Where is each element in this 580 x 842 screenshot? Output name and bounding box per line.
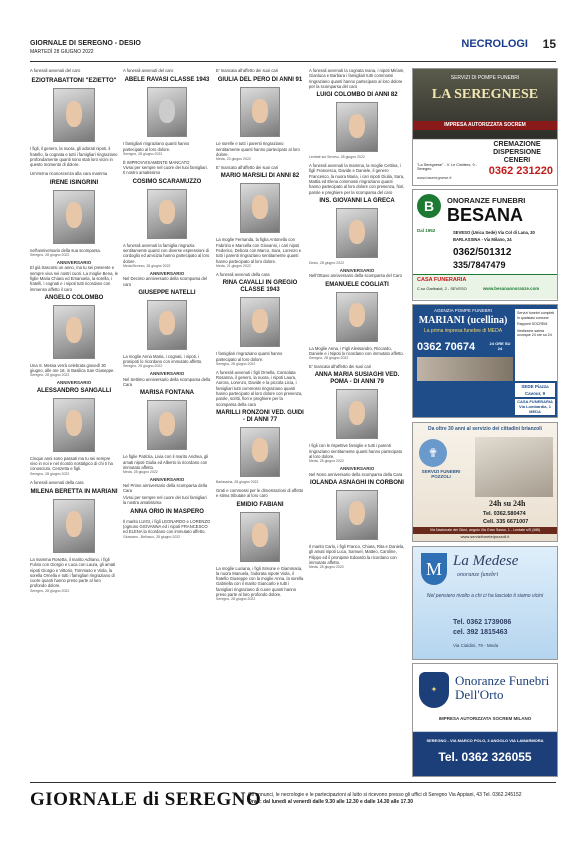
portrait-photo bbox=[336, 389, 378, 439]
portrait-photo bbox=[53, 398, 95, 452]
anniversary-label: ANNIVERSARIO bbox=[339, 267, 375, 273]
page-header bbox=[30, 36, 556, 64]
notice-intro: Un'eterna riconoscenza alla cara mamma bbox=[30, 171, 108, 177]
notice-text: El già trascorsi un anno, ma tu sei presente e sempre viva nei nostri cuori. La moglie Bena, le figlie Maria Chiara ed Emanuela, la sorella, i fratelli, i cognati e i nipoti tutti ricordano con immenso affetto il caro bbox=[30, 265, 118, 292]
column-3 bbox=[216, 68, 304, 601]
notice-text: Nell'Ottavo anniversario della scomparsa del Caro bbox=[309, 273, 402, 279]
ad-address: SEVESO (Unica Sede) Via Col di Lana, 30 bbox=[453, 230, 535, 235]
deceased-name: ANNA MARIA SUSIAGHI VED. POMA - DI ANNI 79 bbox=[314, 372, 400, 386]
portrait-photo bbox=[240, 183, 280, 233]
issue-date: MARTEDÌ 28 GIUGNO 2022 bbox=[30, 49, 94, 55]
notice-signature: Seregno, 28 giugno 2022 bbox=[309, 356, 349, 361]
notice-text: La mamma Rosetta, il marito Adriano, i figli Fulvio con Giorgio e Luca con Laura, gli amati nipoti Giorgio e Vittorio, Tommaso e Viola, la sorella Ornella e tutti i famigliari ringraziano di cuore quanti hanno preso parte al loro profondo dolore. bbox=[30, 556, 116, 589]
notice-text: Vivrai per sempre nel cuore dei tuoi famigliari la nostra amatissima bbox=[123, 495, 207, 506]
portrait-photo bbox=[336, 292, 378, 342]
ad-mariani[interactable] bbox=[412, 304, 558, 418]
ad-hours: 24h su 24h bbox=[489, 499, 526, 508]
ad-description: Nel pensiero rivolto a chi ci ha lasciato ti siamo vicini bbox=[426, 593, 544, 599]
portrait-photo bbox=[240, 297, 280, 347]
notice-signature: Seregno, 28 giugno 2022 bbox=[123, 151, 163, 156]
deceased-name: ANGELO COLOMBO bbox=[44, 294, 104, 301]
notice-text: nell'anniversario della sua scomparsa. bbox=[30, 247, 101, 253]
ad-address: BARLASSINA - Via Milano, 24 bbox=[453, 237, 512, 242]
ad-address: "La Seregnese" - V. Le Cimitero, 9 - Seregno bbox=[417, 163, 477, 171]
deceased-name: ALESSANDRO SANGALLI bbox=[36, 387, 112, 394]
ad-phone: 0362/501312 bbox=[453, 247, 512, 258]
anniversary-label: ANNIVERSARIO bbox=[149, 371, 185, 377]
portrait-photo bbox=[147, 400, 187, 450]
notice-intro: A funerali avvenuti del caro bbox=[123, 68, 174, 73]
deceased-name: IOLANDA ASNAGHI IN CORBONI bbox=[310, 479, 404, 486]
ad-subtitle: La prima impresa funebre di MEDA bbox=[423, 328, 503, 334]
portrait-photo bbox=[147, 300, 187, 350]
medese-logo-icon: M bbox=[421, 553, 447, 585]
notice-intro: E' mancato all'affetto dei suoi cari bbox=[216, 165, 279, 171]
notice-signature: Seregno, 28 giugno 2022 bbox=[30, 373, 70, 378]
ad-phone: Tel. 0362 1739086 bbox=[453, 619, 512, 626]
ad-phone: cel. 392 1815463 bbox=[453, 629, 508, 636]
notice-text: Nel Nono anniversario della scomparsa della Cara bbox=[309, 471, 403, 477]
notice-text: La moglie Luciana, i figli Simone e Giammaria, la nuora Manuela, l'adorata nipote Viola, il fratello Giuseppe con la moglie Anna, la sorella Gabriella con il marito Giancarlo e tutti i famigliari ringraziano di cuore quanti hanno preso parte al loro profondo dolore. bbox=[216, 565, 304, 598]
portrait-photo bbox=[53, 88, 95, 142]
notice-text: Nel Decimo anniversario della scomparsa del caro bbox=[123, 276, 208, 287]
notice-text: La Moglie Anna, i Figli Alessandro, Riccardo, Daniele e i Nipoti lo ricordano con immutato affetto. bbox=[309, 345, 404, 356]
ad-brand: Onoranze Funebri Dell'Orto bbox=[455, 673, 550, 702]
notice-text: La moglie Anna Maria, i cognati, i nipoti, i pronipoti lo ricordano con immutato affetto. bbox=[123, 353, 203, 365]
ad-website[interactable]: www.besanaonoranze.com bbox=[483, 286, 540, 291]
footer-hours: Orari: dal lunedì al venerdì dalle 9.30 alle 12.30 e dalle 14.30 alle 17.30 bbox=[248, 799, 414, 805]
notice-intro: A funerali avvenuti del caro bbox=[30, 68, 81, 73]
notice-signature: Meda, 28 giugno 2022 bbox=[123, 470, 158, 475]
notice-signature: Seregno, 28 giugno 2022 bbox=[30, 253, 70, 258]
notice-signature: Giussano - Bellusco, 28 giugno 2022 bbox=[123, 534, 181, 539]
portrait-photo bbox=[147, 87, 187, 137]
ad-brand: La Medese bbox=[453, 553, 519, 569]
notice-text: Le sorelle e tutti i parenti ringraziano sentitamente quanti hanno partecipato al loro dolore. bbox=[216, 141, 300, 157]
ad-phone: Cell. 335 6671007 bbox=[483, 519, 529, 525]
notice-text: Nel Primo anniversario della scomparsa della Cara bbox=[123, 482, 208, 493]
ad-title: AGENZIA POMPE FUNEBRI bbox=[433, 308, 492, 313]
portrait-photo bbox=[240, 512, 280, 562]
notice-text: I figli con le rispettive famiglie e tutti i parenti ringraziano sentitamente quanti hanno partecipato al loro dolore. bbox=[309, 443, 403, 460]
notice-text: A funerali avvenuti la mamma, la moglie Cettina, i figli Francesca, Davide e Daniele, il genero Francesco, la nuora Maria, i cari nipoti Giulia, Sara, Mattia ed Elena commossi ringraziano quanti hanno partecipato al loro dolore con presenza, fiori, parole e preghiere per la scomparsa del caro bbox=[309, 163, 405, 195]
besana-logo-icon: B bbox=[417, 194, 441, 218]
page-number: 15 bbox=[542, 37, 556, 51]
ad-title: Da oltre 30 anni al servizio dei cittadini brianzoli bbox=[428, 426, 542, 432]
footer-text bbox=[248, 792, 558, 806]
notice-signature: Desio, 28 giugno 2022 bbox=[309, 260, 345, 265]
notice-signature: Seregno, 28 giugno 2022 bbox=[216, 361, 256, 366]
notice-text: Nel Settimo anniversario della scomparsa della Cara bbox=[123, 376, 211, 388]
portrait-photo bbox=[336, 208, 378, 258]
ad-title: SERVIZI DI POMPE FUNEBRI bbox=[450, 75, 520, 81]
ad-casa-funeraria: CASA FUNERARIA Via Lombardia, 1 MEDA bbox=[515, 399, 555, 415]
ad-dellorto[interactable] bbox=[412, 663, 558, 777]
deceased-name: MARIO MARSILI DI ANNI 82 bbox=[220, 173, 300, 180]
ad-address: C.so Garibaldi, 2 - SEVESO bbox=[417, 286, 467, 291]
ad-phone: 0362 70674 bbox=[417, 341, 476, 353]
newspaper-logo: GIORNALE di SEREGNO bbox=[30, 789, 262, 810]
notice-signature: Seregno, 28 giugno 2022 bbox=[123, 364, 163, 369]
notice-intro: A funerali avvenuti della cara bbox=[216, 271, 270, 277]
notice-signature: Meda, 28 giugno 2022 bbox=[309, 459, 344, 464]
section-title: NECROLOGI bbox=[461, 38, 528, 50]
notice-signature: Seregno, 28 giugno 2022 bbox=[30, 588, 70, 593]
ad-title: ONORANZE FUNEBRI bbox=[447, 196, 526, 205]
ad-casa-funeraria: CASA FUNERARIA bbox=[417, 277, 467, 283]
notice-text: Grati e commossi per le dimostrazioni di affetto e stima tributate al loro caro bbox=[216, 487, 304, 499]
ad-bullet: Vestizione salma ovunque 24 ore su 24 bbox=[517, 328, 552, 337]
column-1 bbox=[30, 68, 118, 593]
ad-phone: 335/7847479 bbox=[453, 260, 506, 270]
notice-signature: Meda, 23 giugno 2022 bbox=[216, 157, 251, 162]
notice-signature: Seregno, 28 giugno 2022 bbox=[216, 597, 256, 602]
portrait-photo bbox=[240, 87, 280, 137]
notice-text: A funerali avvenuti i figli Ornella, Consolata Rosanna, il genero, la nuora, i nipoti Laura, Aurora, Lorenzo, Davide e la piccola Licia, i famigliari tutti commossi ringraziano quanti hanno partecipato al loro dolore con presenza, parole, scritti, fiori e preghiere per la scomparsa della cara bbox=[216, 369, 303, 407]
ad-brand: LA SEREGNESE bbox=[431, 87, 539, 102]
ad-since: Dal 1952 bbox=[417, 228, 436, 233]
deceased-name: COSIMO SCARAMUZZO bbox=[132, 178, 202, 185]
anniversary-label: ANNIVERSARIO bbox=[56, 380, 92, 386]
notice-text: A funerali avvenuti la famiglia ringrazia sentitamente quanti con diverse espressioni di cordoglio ed amicizia hanno partecipato al loro dolore. bbox=[123, 242, 210, 264]
ad-la-seregnese[interactable] bbox=[412, 68, 558, 186]
anniversary-label: ANNIVERSARIO bbox=[149, 270, 185, 276]
deceased-name: IRENE ISINGRINI bbox=[49, 179, 99, 186]
ad-phone: Tel. 0362 326055 bbox=[438, 750, 532, 764]
anniversary-label: ANNIVERSARIO bbox=[56, 260, 92, 266]
notice-intro: A funerali avvenuti della cara bbox=[30, 479, 84, 485]
ad-hours: 24 ORE SU 24 bbox=[489, 341, 511, 351]
header-rule bbox=[30, 61, 556, 62]
ad-besana[interactable] bbox=[412, 189, 558, 301]
ad-bullet: Rapporti SOCREM bbox=[517, 322, 548, 326]
notice-signature: Barlassina, 28 giugno 2022 bbox=[216, 479, 259, 484]
deceased-name: LUIGI COLOMBO DI ANNI 82 bbox=[316, 92, 398, 99]
deceased-name: ANNA ORIO IN MASPERO bbox=[130, 508, 204, 515]
publication-name: GIORNALE DI SEREGNO - DESIO bbox=[30, 40, 141, 47]
deceased-name: MILENA BERETTA IN MARIANI bbox=[30, 488, 118, 495]
page-footer bbox=[30, 782, 556, 823]
ad-address: SEREGNO - VIA MARCO POLO, 3 ANGOLO VIA LAMARMORA bbox=[426, 738, 544, 743]
ad-address: Via Cialdini, 79 - Meda bbox=[453, 643, 499, 648]
deceased-name: ABELE RAVASI CLASSE 1943 bbox=[124, 77, 210, 84]
ad-service: CREMAZIONE DISPERSIONE CENERI bbox=[493, 141, 541, 164]
notice-text: I famigliari ringraziano quanti hanno partecipato al loro dolore. bbox=[216, 351, 283, 362]
portrait-photo bbox=[336, 102, 378, 152]
portrait-photo bbox=[240, 427, 280, 477]
notice-text: Cinque anni sono passati ma tu sei sempre vivo in noi e nel ricordo nostalgico di chi ti ha conosciuto. Cenzetta e figli. bbox=[30, 455, 113, 472]
notice-text: Il marito LUIGI, i figli LEONARDO e LORENZO (ognuno GIOVANNA ed i nipoti FRANCESCO ed ELENA la ricordano con immutato affetto. bbox=[123, 518, 211, 535]
deceased-name: EZIOTRABATTONI "EZIETTO" bbox=[31, 78, 117, 85]
deceased-name: EMIDIO FABIANI bbox=[236, 501, 284, 508]
footer-line: Gli annunci, le necrologie e le partecipazioni al lutto si ricevono presso gli uffici di Seregno Via Appiani, 43 Tel. 0362.245152 bbox=[248, 792, 522, 798]
statue-photo bbox=[475, 437, 553, 497]
portrait-photo bbox=[336, 490, 378, 540]
notice-text: Le figlie Patrizia, Livia con il marito Andrea, gli amati nipoti Giulia ed Alberto la ricordano con immutato affetto. bbox=[123, 454, 209, 470]
deceased-name: GIUSEPPE NATELLI bbox=[138, 289, 196, 296]
notice-text: Una S. Messa verrà celebrata giovedì 30 giugno, alle ore 18, in Basilica San Giuseppe. bbox=[30, 362, 115, 374]
ad-phone: 0362 231220 bbox=[488, 165, 553, 177]
angel-icon: ✟ bbox=[419, 439, 447, 467]
ad-subtitle: onoranze funebri bbox=[457, 572, 499, 578]
notice-signature: Seregno, 28 giugno 2022 bbox=[30, 471, 70, 476]
column-2 bbox=[123, 68, 211, 539]
anniversary-label: ANNIVERSARIO bbox=[149, 477, 185, 483]
notice-signature: Lentate sul Seveso, 28 giugno 2022 bbox=[309, 155, 365, 160]
deceased-name: MARISA FONTANA bbox=[140, 390, 194, 397]
portrait-photo bbox=[53, 190, 95, 244]
funeral-home-photo bbox=[417, 357, 513, 381]
ad-la-medese[interactable] bbox=[412, 546, 558, 660]
notice-signature: Meda/Seveso, 28 giugno 2022 bbox=[123, 263, 171, 268]
ad-bullet: Servizi funebri completi in qualsiasi comune bbox=[517, 311, 555, 320]
notice-text: I famigliari ringraziano quanti hanno partecipato al loro dolore. bbox=[123, 141, 190, 152]
deceased-name: GIULIA DEL PERO DI ANNI 91 bbox=[217, 77, 303, 84]
notice-text: Vivrai per sempre nel cuore dei tuoi famigliari. Il nostro amatissimo bbox=[123, 165, 208, 176]
notice-intro: È IMPROVVISAMENTE MANCATO bbox=[123, 159, 190, 165]
anniversary-label: ANNIVERSARIO bbox=[339, 466, 375, 472]
ad-brand: MARIANI (ucellina) bbox=[418, 315, 508, 326]
dellorto-logo-icon: ✦ bbox=[419, 672, 449, 708]
ad-website[interactable]: www.servizifunebripozzoli.it bbox=[460, 534, 510, 539]
ad-brand: BESANA bbox=[447, 205, 524, 225]
notice-text: I figli, il genero, la nuora, gli adorati nipoti, il fratello, la cognata e tutti i famigliari ringraziano profondamente quanti sono stati loro vicini in questo momento di dolore. bbox=[30, 146, 118, 168]
ad-website[interactable]: www.laseregnese.it bbox=[417, 175, 452, 180]
notice-text: La moglie Fernanda, la figlia Antonella con Fabrizio e Marcella con Giovanni, i cari nipoti Federico, Debora con Marco, Sara, Lorenzo e tutti i parenti ringraziano sentitamente quanti hanno partecipato al loro dolore. bbox=[216, 237, 302, 264]
notice-text: A funerali avvenuti la cognata Ivana, i nipoti Miriam, Gianluca e Barbara i famigliari tutti commossi ringraziano quanti hanno partecipato al loro dolore per la scomparsa del caro bbox=[309, 68, 405, 89]
ad-sede: SEDE Piazza Cavour, 9 bbox=[515, 383, 555, 397]
ad-brand: SERVIZI FUNEBRI POZZOLI bbox=[421, 469, 461, 479]
notice-signature: Meda, 21 giugno 2022 bbox=[216, 263, 251, 268]
deceased-name: EMANUELE COGLIATI bbox=[325, 281, 389, 288]
ad-address: Via Nazionale dei Giovi, angolo Via Gran Sasso, 1 - Lentate s/S (MB) bbox=[413, 527, 557, 534]
ad-pozzoli[interactable] bbox=[412, 422, 558, 542]
notice-intro: E' mancata all'affetto dei suoi cari bbox=[216, 68, 279, 73]
notice-intro: E' mancata all'affetto dei suoi cari bbox=[309, 364, 372, 370]
portrait-photo bbox=[53, 305, 95, 359]
column-4 bbox=[309, 68, 405, 569]
deceased-name: MARILLI RONZONI VED. GUIDI - DI ANNI 77 bbox=[216, 409, 304, 423]
portrait-photo bbox=[147, 189, 187, 239]
notice-signature: Meda, 28 giugno 2022 bbox=[309, 565, 344, 570]
notice-text: Il marito Carlo, i figli Franco, Chiara, Rita e Daniela, gli amati nipoti Luca, Samuel, Matteo, Caroline, Filippo ed il pronipote Edoardo la ricordano con immutato affetto. bbox=[309, 543, 405, 565]
ad-phone: Tel. 0362.580474 bbox=[483, 511, 526, 517]
deceased-name: INS. GIOVANNI LA GRECA bbox=[319, 197, 395, 204]
portrait-photo bbox=[53, 499, 95, 553]
ad-subtitle: IMPRESA AUTORIZZATA SOCREM bbox=[413, 121, 557, 130]
ad-subtitle: IMPRESA AUTORIZZATA SOCREM MILANO bbox=[438, 716, 532, 721]
deceased-name: RINA CAVALLI IN GREGIO CLASSE 1943 bbox=[222, 280, 298, 294]
